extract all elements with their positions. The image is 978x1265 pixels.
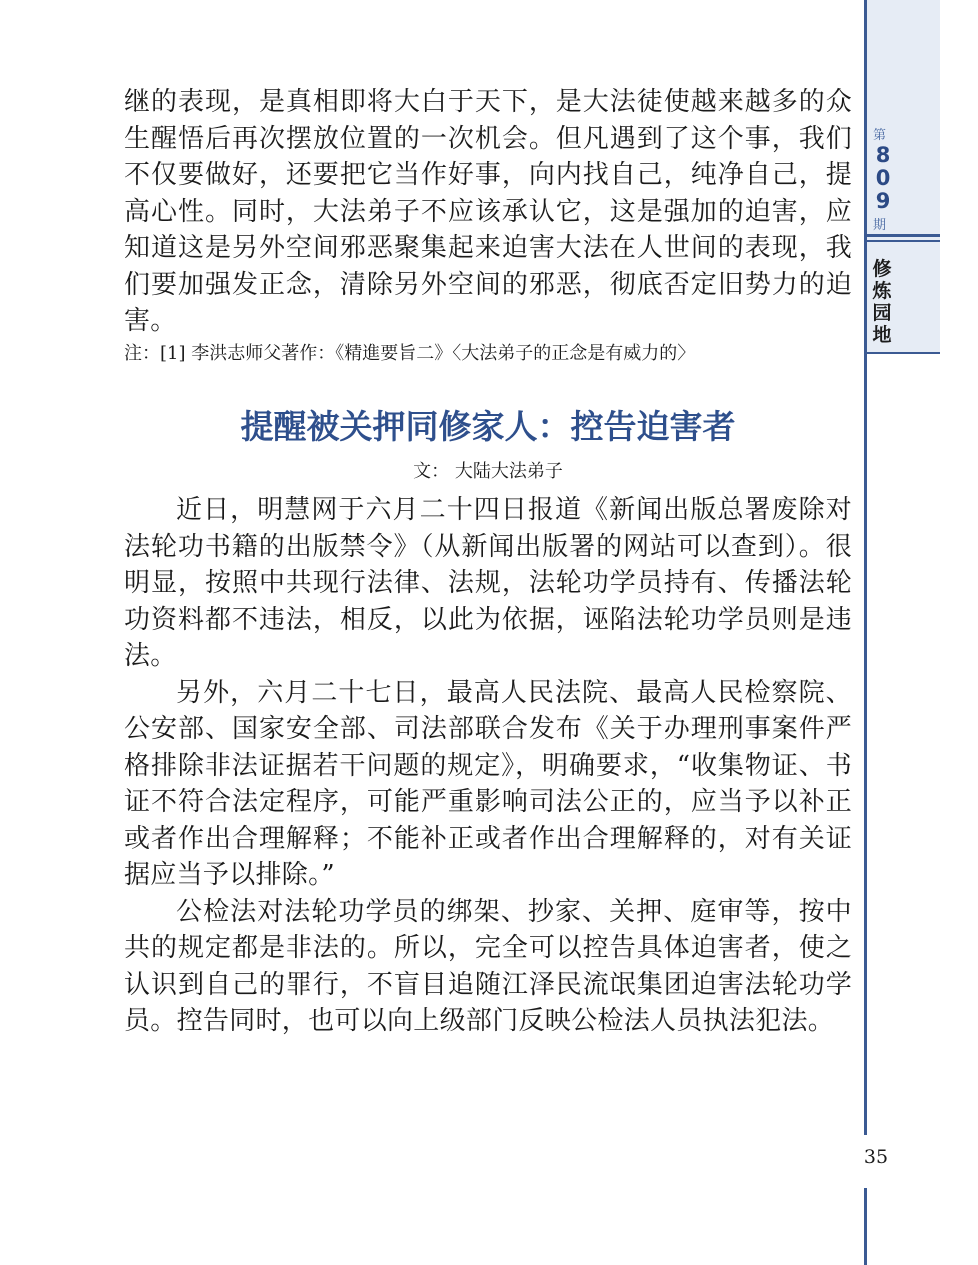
sidebar-divider-top-thin xyxy=(867,240,940,242)
sidebar-divider-top xyxy=(867,234,940,237)
article-body xyxy=(124,492,852,1040)
article-paragraph: 近日，明慧网于六月二十四日报道《新闻出版总署废除对法轮功书籍的出版禁令》（从新闻出版署的网站可以查到）。很明显，按照中共现行法律、法规，法轮功学员持有、传播法轮功资料都不违法，相反，以此为依据，诬陷法轮功学员则是违法。 xyxy=(124,495,852,671)
sidebar-divider-bottom xyxy=(867,352,940,354)
article-byline: 文： 大陆大法弟子 xyxy=(413,461,563,482)
footnote: 注：[1] 李洪志师父著作：《精進要旨二》〈大法弟子的正念是有威力的〉 xyxy=(124,343,696,364)
continued-paragraph: 继的表现，是真相即将大白于天下，是大法徒使越来越多的众生醒悟后再次摆放位置的一次机会。但凡遇到了这个事，我们不仅要做好，还要把它当作好事，向内找自己，纯净自己，提高心性。同时，大法弟子不应该承认它，这是强加的迫害，应知道这是另外空间邪恶聚集起来迫害大法在人世间的表现，我们要加强发正念，清除另外空间的邪恶，彻底否定旧势力的迫害。 xyxy=(124,87,852,336)
issue-prefix: 第 xyxy=(873,128,887,143)
issue-suffix: 期 xyxy=(873,218,887,233)
issue-marker xyxy=(867,118,940,232)
issue-number: 809 xyxy=(875,143,891,213)
article-title: 提醒被关押同修家人：控告迫害者 xyxy=(240,407,736,446)
section-name: 修炼园地 xyxy=(872,258,892,346)
article-paragraph: 公检法对法轮功学员的绑架、抄家、关押、庭审等，按中共的规定都是非法的。所以，完全可以控告具体迫害者，使之认识到自己的罪行，不盲目追随江泽民流氓集团迫害法轮功学员。控告同时，也可以向上级部门反映公检法人员执法犯法。 xyxy=(124,896,852,1036)
sidebar-rule-bottom xyxy=(864,1188,867,1265)
continued-text xyxy=(124,84,852,340)
article-paragraph: 另外，六月二十七日，最高人民法院、最高人民检察院、公安部、国家安全部、司法部联合发布《关于办理刑事案件严格排除非法证据若干问题的规定》，明确要求，“收集物证、书证不符合法定程序，可能严重影响司法公正的，应当予以补正或者作出合理解释；不能补正或者作出合理解释的，对有关证据应当予以排除。” xyxy=(124,677,852,890)
page-number: 35 xyxy=(863,1146,889,1168)
